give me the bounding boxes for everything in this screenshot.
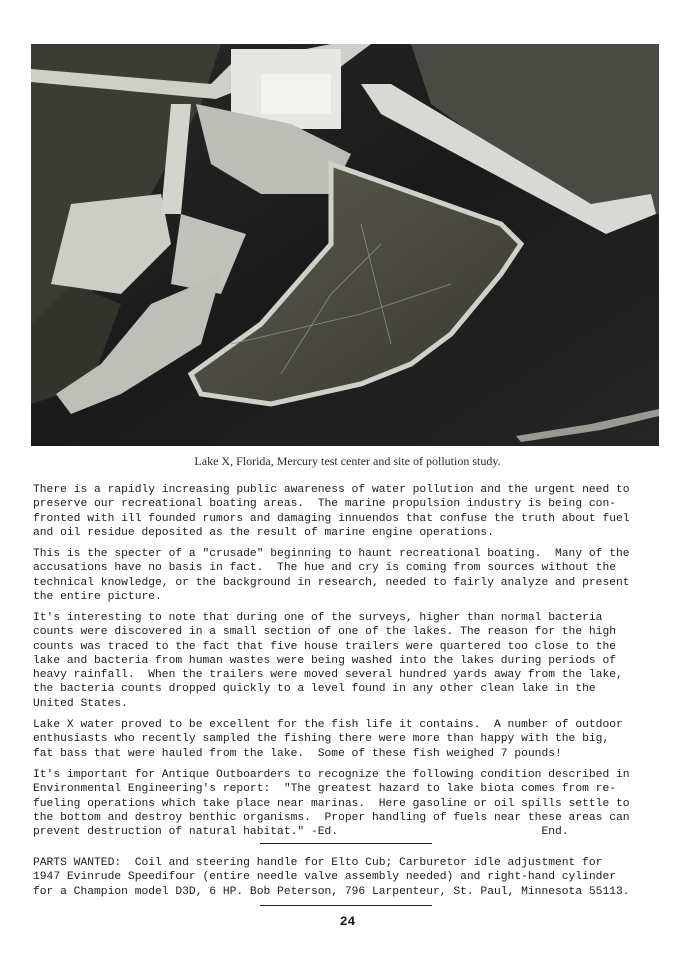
text-line: This is the specter of a "crusade" beginning to haunt recreational boating. Many of the [33,548,630,560]
text-line: and oil residue deposited as the result of marine engine operations. [33,526,494,539]
text-line: It's interesting to note that during one of the surveys, higher than normal bacteria [33,612,603,624]
text-line: prevent destruction of natural habitat." -Ed. End. [33,826,569,839]
text-line: the bottom and destroy benthic organisms. Proper handling of fuels near these areas can [33,811,630,824]
aerial-photo-graphic [31,44,659,446]
photo-caption: Lake X, Florida, Mercury test center and site of pollution study. [194,454,501,468]
text-line: fat bass that were hauled from the lake. Some of these fish weighed 7 pounds! [33,747,562,760]
paragraph-fish [33,718,663,761]
paragraph-crusade [33,547,663,604]
text-line: the entire picture. [33,590,162,603]
text-line: United States. [33,697,128,710]
page-number: 24 [339,914,356,929]
text-line: lake and bacteria from human wastes were being washed into the lakes during periods of [33,654,617,667]
divider-rule [260,843,432,844]
text-line: It's important for Antique Outboarders to recognize the following condition described in [33,769,630,781]
text-line: There is a rapidly increasing public awareness of water pollution and the urgent need to [33,484,630,496]
text-line: 1947 Evinrude Speedifour (entire needle valve assembly needed) and right-hand cylinder [33,871,617,884]
text-line: preserve our recreational boating areas. The marine propulsion industry is being con- [33,498,617,511]
text-line: for a Champion model D3D, 6 HP. Bob Peterson, 796 Larpenteur, St. Paul, Minnesota 55113. [33,885,630,898]
text-line: fueling operations which take place near marinas. Here gasoline or oil spills settle to [33,797,630,810]
text-line: heavy rainfall. When the trailers were moved several hundred yards away from the lake, [33,669,623,682]
paragraph-awareness [33,483,663,540]
divider-rule [260,905,432,906]
text-line: enthusiasts who recently sampled the fishing there were more than happy with the big, [33,733,610,746]
text-line: Lake X water proved to be excellent for the fish life it contains. A number of outdoor [33,719,623,731]
aerial-photo [31,44,659,446]
paragraph-bacteria [33,611,663,711]
text-line: counts were discovered in a small section of one of the lakes. The reason for the high [33,626,617,639]
text-line: PARTS WANTED: Coil and steering handle for Elto Cub; Carburetor idle adjustment for [33,857,603,869]
text-line: fronted with ill founded rumors and damaging innuendos that confuse the truth about fuel [33,512,630,525]
text-line: technical knowledge, or the background in research, needed to fairly analyze and present [33,576,630,589]
paragraph-environmental [33,768,663,839]
text-line: accusations have no basis in fact. The hue and cry is coming from sources without the [33,562,617,575]
text-line: Environmental Engineering's report: "The greatest hazard to lake biota comes from re- [33,783,617,796]
parts-wanted-notice [33,856,663,899]
text-line: the bacteria counts dropped quickly to a level found in any other clean lake in the [33,683,596,696]
text-line: counts was traced to the fact that five house trailers were quartered too close to the [33,640,617,653]
